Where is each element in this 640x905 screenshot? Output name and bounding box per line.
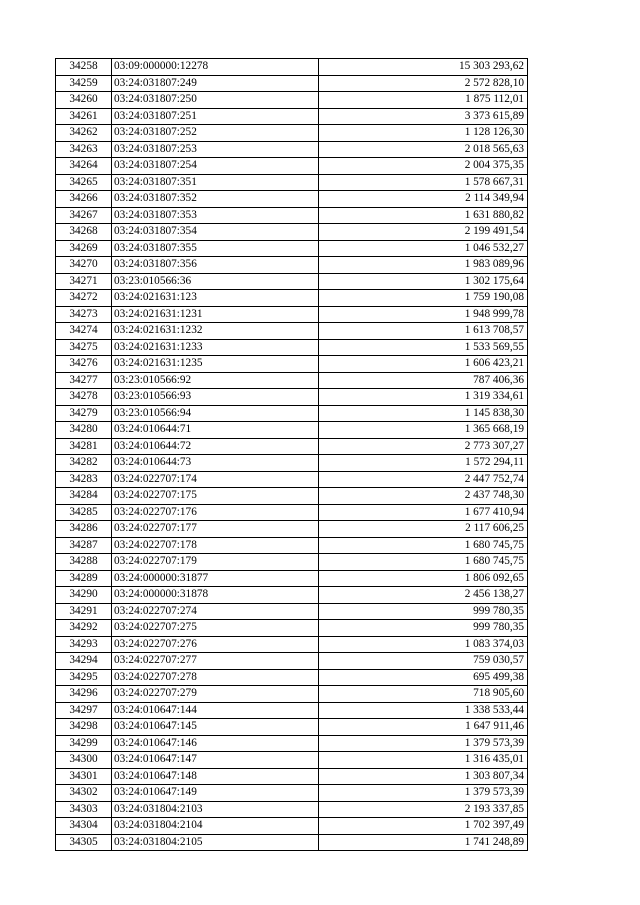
cadastral-value-cell: 1 948 999,78 <box>319 306 528 323</box>
cadastral-value-cell: 2 018 565,63 <box>319 141 528 158</box>
table-row <box>56 191 528 208</box>
row-number-cell: 34274 <box>56 323 112 340</box>
row-number-cell: 34262 <box>56 125 112 142</box>
cadastral-value-cell: 1 302 175,64 <box>319 273 528 290</box>
cadastral-number-cell: 03:23:010566:94 <box>112 405 319 422</box>
cadastral-value-cell: 1 677 410,94 <box>319 504 528 521</box>
table-row <box>56 488 528 505</box>
row-number-cell: 34279 <box>56 405 112 422</box>
table-row <box>56 735 528 752</box>
cadastral-value-cell: 2 004 375,35 <box>319 158 528 175</box>
table-row <box>56 702 528 719</box>
cadastral-value-cell: 2 117 606,25 <box>319 521 528 538</box>
row-number-cell: 34268 <box>56 224 112 241</box>
table-row <box>56 653 528 670</box>
cadastral-value-cell: 999 780,35 <box>319 620 528 637</box>
table-row <box>56 422 528 439</box>
row-number-cell: 34291 <box>56 603 112 620</box>
table-row <box>56 438 528 455</box>
cadastral-value-cell: 1 533 569,55 <box>319 339 528 356</box>
row-number-cell: 34302 <box>56 785 112 802</box>
cadastral-value-cell: 1 631 880,82 <box>319 207 528 224</box>
cadastral-value-cell: 1 983 089,96 <box>319 257 528 274</box>
cadastral-number-cell: 03:24:010644:71 <box>112 422 319 439</box>
table-row <box>56 620 528 637</box>
table-row <box>56 603 528 620</box>
row-number-cell: 34300 <box>56 752 112 769</box>
cadastral-number-cell: 03:23:010566:36 <box>112 273 319 290</box>
row-number-cell: 34264 <box>56 158 112 175</box>
row-number-cell: 34261 <box>56 108 112 125</box>
cadastral-value-cell: 1 680 745,75 <box>319 554 528 571</box>
table-row <box>56 818 528 835</box>
cadastral-value-cell: 2 773 307,27 <box>319 438 528 455</box>
cadastral-value-cell: 2 193 337,85 <box>319 801 528 818</box>
table-row <box>56 686 528 703</box>
cadastral-value-cell: 1 606 423,21 <box>319 356 528 373</box>
table-body <box>56 59 528 851</box>
cadastral-value-cell: 3 373 615,89 <box>319 108 528 125</box>
cadastral-value-cell: 2 437 748,30 <box>319 488 528 505</box>
cadastral-value-cell: 1 759 190,08 <box>319 290 528 307</box>
cadastral-value-cell: 2 114 349,94 <box>319 191 528 208</box>
table-row <box>56 801 528 818</box>
cadastral-value-cell: 759 030,57 <box>319 653 528 670</box>
cadastral-value-cell: 718 905,60 <box>319 686 528 703</box>
cadastral-number-cell: 03:24:022707:275 <box>112 620 319 637</box>
cadastral-value-cell: 2 572 828,10 <box>319 75 528 92</box>
table-row <box>56 834 528 851</box>
cadastral-number-cell: 03:24:010644:73 <box>112 455 319 472</box>
row-number-cell: 34294 <box>56 653 112 670</box>
row-number-cell: 34299 <box>56 735 112 752</box>
row-number-cell: 34272 <box>56 290 112 307</box>
cadastral-number-cell: 03:24:000000:31877 <box>112 570 319 587</box>
cadastral-value-cell: 1 145 838,30 <box>319 405 528 422</box>
row-number-cell: 34276 <box>56 356 112 373</box>
table-row <box>56 521 528 538</box>
cadastral-number-cell: 03:24:031804:2104 <box>112 818 319 835</box>
table-row <box>56 636 528 653</box>
table-row <box>56 59 528 76</box>
table-row <box>56 554 528 571</box>
cadastral-number-cell: 03:24:031807:356 <box>112 257 319 274</box>
row-number-cell: 34267 <box>56 207 112 224</box>
cadastral-number-cell: 03:24:010647:148 <box>112 768 319 785</box>
row-number-cell: 34287 <box>56 537 112 554</box>
cadastral-number-cell: 03:24:031807:351 <box>112 174 319 191</box>
table-row <box>56 372 528 389</box>
table-row <box>56 290 528 307</box>
cadastral-value-cell: 1 875 112,01 <box>319 92 528 109</box>
row-number-cell: 34293 <box>56 636 112 653</box>
cadastral-value-cell: 1 379 573,39 <box>319 785 528 802</box>
cadastral-value-cell: 1 083 374,03 <box>319 636 528 653</box>
cadastral-value-cell: 999 780,35 <box>319 603 528 620</box>
cadastral-number-cell: 03:24:031804:2103 <box>112 801 319 818</box>
table-row <box>56 92 528 109</box>
cadastral-number-cell: 03:24:031807:354 <box>112 224 319 241</box>
cadastral-value-cell: 1 316 435,01 <box>319 752 528 769</box>
cadastral-value-cell: 1 647 911,46 <box>319 719 528 736</box>
cadastral-number-cell: 03:24:031804:2105 <box>112 834 319 851</box>
cadastral-number-cell: 03:24:022707:278 <box>112 669 319 686</box>
cadastral-number-cell: 03:24:010647:147 <box>112 752 319 769</box>
cadastral-number-cell: 03:24:031807:353 <box>112 207 319 224</box>
table-row <box>56 158 528 175</box>
row-number-cell: 34260 <box>56 92 112 109</box>
table-row <box>56 339 528 356</box>
table-row <box>56 207 528 224</box>
cadastral-number-cell: 03:24:022707:274 <box>112 603 319 620</box>
cadastral-number-cell: 03:24:022707:175 <box>112 488 319 505</box>
cadastral-number-cell: 03:24:010647:144 <box>112 702 319 719</box>
cadastral-number-cell: 03:24:010647:145 <box>112 719 319 736</box>
row-number-cell: 34295 <box>56 669 112 686</box>
cadastral-number-cell: 03:24:031807:251 <box>112 108 319 125</box>
cadastral-value-cell: 2 447 752,74 <box>319 471 528 488</box>
row-number-cell: 34290 <box>56 587 112 604</box>
row-number-cell: 34298 <box>56 719 112 736</box>
cadastral-value-cell: 1 741 248,89 <box>319 834 528 851</box>
row-number-cell: 34278 <box>56 389 112 406</box>
table-row <box>56 356 528 373</box>
cadastral-value-cell: 1 806 092,65 <box>319 570 528 587</box>
row-number-cell: 34296 <box>56 686 112 703</box>
row-number-cell: 34303 <box>56 801 112 818</box>
cadastral-number-cell: 03:23:010566:93 <box>112 389 319 406</box>
row-number-cell: 34277 <box>56 372 112 389</box>
table-row <box>56 306 528 323</box>
cadastral-number-cell: 03:24:031807:254 <box>112 158 319 175</box>
row-number-cell: 34270 <box>56 257 112 274</box>
cadastral-value-cell: 1 365 668,19 <box>319 422 528 439</box>
table-row <box>56 257 528 274</box>
cadastral-value-cell: 695 499,38 <box>319 669 528 686</box>
cadastral-number-cell: 03:24:010644:72 <box>112 438 319 455</box>
table-row <box>56 455 528 472</box>
cadastral-number-cell: 03:24:021631:1231 <box>112 306 319 323</box>
row-number-cell: 34304 <box>56 818 112 835</box>
table-row <box>56 323 528 340</box>
row-number-cell: 34285 <box>56 504 112 521</box>
table-row <box>56 75 528 92</box>
row-number-cell: 34280 <box>56 422 112 439</box>
cadastral-value-cell: 2 199 491,54 <box>319 224 528 241</box>
cadastral-number-cell: 03:24:031807:355 <box>112 240 319 257</box>
row-number-cell: 34288 <box>56 554 112 571</box>
cadastral-number-cell: 03:24:021631:123 <box>112 290 319 307</box>
cadastral-number-cell: 03:24:022707:178 <box>112 537 319 554</box>
cadastral-number-cell: 03:24:031807:253 <box>112 141 319 158</box>
cadastral-value-cell: 1 578 667,31 <box>319 174 528 191</box>
cadastral-value-cell: 787 406,36 <box>319 372 528 389</box>
row-number-cell: 34286 <box>56 521 112 538</box>
table-row <box>56 719 528 736</box>
table-row <box>56 240 528 257</box>
table-row <box>56 768 528 785</box>
row-number-cell: 34266 <box>56 191 112 208</box>
cadastral-value-cell: 1 613 708,57 <box>319 323 528 340</box>
table-row <box>56 785 528 802</box>
table-row <box>56 570 528 587</box>
row-number-cell: 34297 <box>56 702 112 719</box>
cadastral-value-cell: 1 338 533,44 <box>319 702 528 719</box>
cadastral-number-cell: 03:24:031807:249 <box>112 75 319 92</box>
cadastral-value-cell: 1 319 334,61 <box>319 389 528 406</box>
cadastral-value-cell: 1 046 532,27 <box>319 240 528 257</box>
cadastral-number-cell: 03:24:031807:250 <box>112 92 319 109</box>
table-row <box>56 504 528 521</box>
cadastral-number-cell: 03:24:022707:276 <box>112 636 319 653</box>
row-number-cell: 34292 <box>56 620 112 637</box>
row-number-cell: 34301 <box>56 768 112 785</box>
row-number-cell: 34269 <box>56 240 112 257</box>
row-number-cell: 34305 <box>56 834 112 851</box>
row-number-cell: 34281 <box>56 438 112 455</box>
cadastral-value-cell: 1 680 745,75 <box>319 537 528 554</box>
row-number-cell: 34263 <box>56 141 112 158</box>
table-row <box>56 174 528 191</box>
cadastral-number-cell: 03:24:031807:252 <box>112 125 319 142</box>
cadastral-number-cell: 03:24:022707:176 <box>112 504 319 521</box>
row-number-cell: 34265 <box>56 174 112 191</box>
table-row <box>56 224 528 241</box>
table-row <box>56 389 528 406</box>
table-row <box>56 537 528 554</box>
table-row <box>56 587 528 604</box>
cadastral-number-cell: 03:24:022707:277 <box>112 653 319 670</box>
cadastral-value-cell: 15 303 293,62 <box>319 59 528 76</box>
table-row <box>56 752 528 769</box>
row-number-cell: 34282 <box>56 455 112 472</box>
table-row <box>56 125 528 142</box>
row-number-cell: 34275 <box>56 339 112 356</box>
cadastral-value-cell: 2 456 138,27 <box>319 587 528 604</box>
row-number-cell: 34283 <box>56 471 112 488</box>
cadastral-number-cell: 03:23:010566:92 <box>112 372 319 389</box>
cadastral-number-cell: 03:24:022707:279 <box>112 686 319 703</box>
table-row <box>56 405 528 422</box>
cadastral-number-cell: 03:09:000000:12278 <box>112 59 319 76</box>
cadastral-number-cell: 03:24:031807:352 <box>112 191 319 208</box>
cadastral-value-cell: 1 702 397,49 <box>319 818 528 835</box>
cadastral-value-cell: 1 572 294,11 <box>319 455 528 472</box>
table-row <box>56 108 528 125</box>
cadastral-value-cell: 1 303 807,34 <box>319 768 528 785</box>
row-number-cell: 34271 <box>56 273 112 290</box>
row-number-cell: 34284 <box>56 488 112 505</box>
table-row <box>56 273 528 290</box>
row-number-cell: 34259 <box>56 75 112 92</box>
cadastral-number-cell: 03:24:022707:177 <box>112 521 319 538</box>
cadastral-value-cell: 1 379 573,39 <box>319 735 528 752</box>
cadastral-value-cell: 1 128 126,30 <box>319 125 528 142</box>
row-number-cell: 34273 <box>56 306 112 323</box>
cadastral-number-cell: 03:24:021631:1232 <box>112 323 319 340</box>
table-row <box>56 669 528 686</box>
row-number-cell: 34289 <box>56 570 112 587</box>
table-row <box>56 471 528 488</box>
cadastral-number-cell: 03:24:000000:31878 <box>112 587 319 604</box>
cadastral-number-cell: 03:24:021631:1233 <box>112 339 319 356</box>
cadastral-number-cell: 03:24:022707:174 <box>112 471 319 488</box>
cadastral-value-table <box>55 58 528 851</box>
row-number-cell: 34258 <box>56 59 112 76</box>
cadastral-number-cell: 03:24:021631:1235 <box>112 356 319 373</box>
cadastral-number-cell: 03:24:022707:179 <box>112 554 319 571</box>
cadastral-number-cell: 03:24:010647:149 <box>112 785 319 802</box>
cadastral-number-cell: 03:24:010647:146 <box>112 735 319 752</box>
table-row <box>56 141 528 158</box>
